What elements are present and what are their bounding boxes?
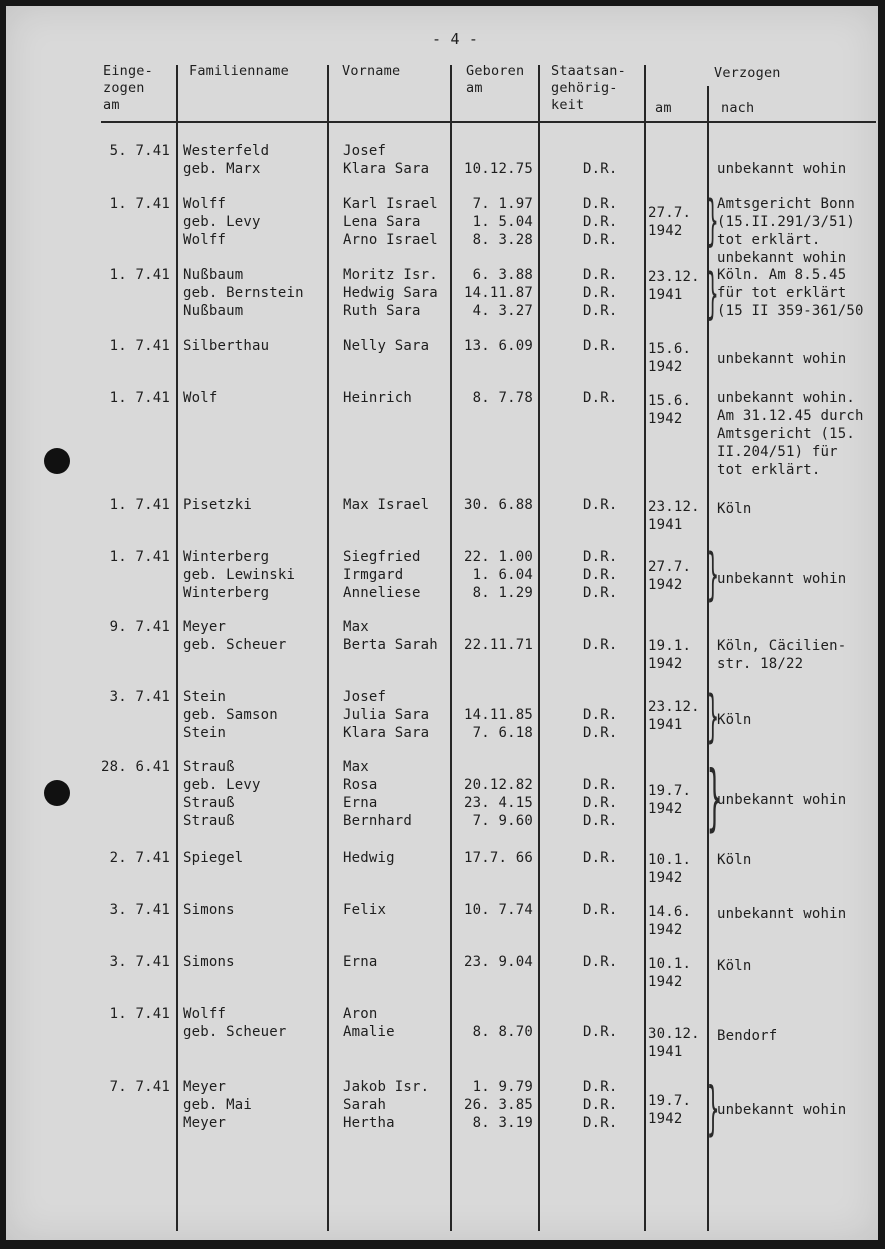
cell-am: 15.6. 1942 — [648, 341, 692, 375]
cell-vorname: Jakob Isr. Sarah Hertha — [343, 1079, 430, 1131]
cell-familienname: Strauß geb. Levy Strauß Strauß — [183, 759, 261, 829]
cell-am: 10.1. 1942 — [648, 956, 692, 990]
cell-familienname: Spiegel — [183, 850, 244, 866]
cell-am: 19.7. 1942 — [648, 1093, 692, 1127]
cell-staat: D.R. — [583, 390, 618, 406]
cell-familienname: Westerfeld geb. Marx — [183, 143, 270, 177]
bracket-mark: } — [707, 1074, 720, 1142]
cell-nach: unbekannt wohin — [717, 1102, 847, 1118]
cell-eingezogen: 3. 7.41 — [109, 689, 170, 705]
header-geboren: Geboren am — [466, 63, 525, 96]
cell-am: 19.7. 1942 — [648, 783, 692, 817]
cell-geboren: 1. 9.79 26. 3.85 8. 3.19 — [463, 1079, 533, 1131]
cell-familienname: Meyer geb. Mai Meyer — [183, 1079, 253, 1131]
cell-am: 23.12. 1941 — [648, 699, 700, 733]
cell-familienname: Stein geb. Samson Stein — [183, 689, 278, 741]
cell-staat: D.R. — [583, 954, 618, 970]
cell-familienname: Wolf — [183, 390, 218, 406]
cell-eingezogen: 28. 6.41 — [100, 759, 170, 775]
bracket-mark: } — [707, 262, 719, 325]
cell-vorname: Moritz Isr. Hedwig Sara Ruth Sara — [343, 267, 438, 319]
cell-am: 23.12. 1941 — [648, 269, 700, 303]
cell-eingezogen: 1. 7.41 — [109, 1006, 170, 1022]
cell-staat: D.R. D.R. — [583, 707, 618, 741]
column-rule-1 — [176, 65, 178, 1231]
bracket-mark: } — [707, 755, 723, 839]
cell-geboren: 17.7. 66 — [463, 850, 533, 866]
cell-vorname: Max Rosa Erna Bernhard — [343, 759, 413, 829]
cell-familienname: Silberthau — [183, 338, 270, 354]
cell-eingezogen: 3. 7.41 — [109, 954, 170, 970]
cell-vorname: Felix — [343, 902, 387, 918]
cell-staat: D.R. — [583, 338, 618, 354]
cell-geboren: 20.12.82 23. 4.15 7. 9.60 — [463, 777, 533, 829]
cell-staat: D.R. — [583, 637, 618, 653]
cell-eingezogen: 1. 7.41 — [109, 549, 170, 565]
cell-staat: D.R. D.R. D.R. — [583, 267, 618, 319]
bracket-mark: } — [707, 684, 719, 749]
header-vorname: Vorname — [342, 63, 401, 79]
cell-geboren: 14.11.85 7. 6.18 — [463, 707, 533, 741]
cell-am: 14.6. 1942 — [648, 904, 692, 938]
cell-staat: D.R. D.R. D.R. — [583, 549, 618, 601]
header-familienname: Familienname — [189, 63, 289, 79]
cell-eingezogen: 1. 7.41 — [109, 390, 170, 406]
cell-eingezogen: 7. 7.41 — [109, 1079, 170, 1095]
cell-familienname: Pisetzki — [183, 497, 253, 513]
cell-staat: D.R. D.R. D.R. — [583, 196, 618, 248]
cell-familienname: Wolff geb. Levy Wolff — [183, 196, 261, 248]
cell-nach: unbekannt wohin. Am 31.12.45 durch Amtsgericht (15. II.204/51) für tot erklärt. — [717, 390, 864, 478]
cell-staat: D.R. D.R. D.R. — [583, 1079, 618, 1131]
cell-geboren: 22.11.71 — [463, 637, 533, 653]
cell-staat: D.R. — [583, 902, 618, 918]
cell-vorname: Josef Klara Sara — [343, 143, 430, 177]
cell-geboren: 23. 9.04 — [463, 954, 533, 970]
cell-geboren: 10. 7.74 — [463, 902, 533, 918]
cell-nach: Köln — [717, 958, 752, 974]
cell-familienname: Winterberg geb. Lewinski Winterberg — [183, 549, 296, 601]
cell-nach: unbekannt wohin — [717, 161, 847, 177]
cell-eingezogen: 3. 7.41 — [109, 902, 170, 918]
cell-geboren: 10.12.75 — [463, 161, 533, 177]
cell-vorname: Josef Julia Sara Klara Sara — [343, 689, 430, 741]
cell-eingezogen: 2. 7.41 — [109, 850, 170, 866]
cell-staat: D.R. — [583, 850, 618, 866]
cell-eingezogen: 1. 7.41 — [109, 267, 170, 283]
cell-nach: unbekannt wohin — [717, 571, 847, 587]
cell-familienname: Simons — [183, 902, 235, 918]
cell-nach: Bendorf — [717, 1028, 778, 1044]
cell-eingezogen: 1. 7.41 — [109, 497, 170, 513]
column-rule-3 — [450, 65, 452, 1231]
cell-staat: D.R. — [583, 161, 618, 177]
cell-eingezogen: 1. 7.41 — [109, 338, 170, 354]
cell-vorname: Nelly Sara — [343, 338, 430, 354]
header-verzogen: Verzogen — [714, 65, 781, 81]
cell-geboren: 8. 7.78 — [472, 390, 533, 406]
cell-vorname: Erna — [343, 954, 378, 970]
column-rule-4 — [538, 65, 540, 1231]
cell-nach: unbekannt wohin — [717, 906, 847, 922]
header-verzogen-am: am — [655, 100, 672, 116]
cell-am: 10.1. 1942 — [648, 852, 692, 886]
cell-familienname: Meyer geb. Scheuer — [183, 619, 287, 653]
cell-eingezogen: 9. 7.41 — [109, 619, 170, 635]
cell-nach: Köln — [717, 501, 752, 517]
cell-vorname: Karl Israel Lena Sara Arno Israel — [343, 196, 438, 248]
cell-geboren: 6. 3.88 14.11.87 4. 3.27 — [463, 267, 533, 319]
cell-geboren: 13. 6.09 — [463, 338, 533, 354]
header-staatsangehoerigkeit: Staatsan- gehörig- keit — [551, 63, 626, 113]
cell-vorname: Siegfried Irmgard Anneliese — [343, 549, 421, 601]
cell-vorname: Aron Amalie — [343, 1006, 395, 1040]
cell-nach: unbekannt wohin — [717, 792, 847, 808]
cell-staat: D.R. — [583, 497, 618, 513]
cell-am: 23.12. 1941 — [648, 499, 700, 533]
cell-familienname: Nußbaum geb. Bernstein Nußbaum — [183, 267, 304, 319]
cell-nach: Köln — [717, 852, 752, 868]
column-rule-2 — [327, 65, 329, 1231]
cell-nach: Amtsgericht Bonn (15.II.291/3/51) tot erklärt. unbekannt wohin — [717, 196, 856, 266]
cell-eingezogen: 1. 7.41 — [109, 196, 170, 212]
cell-geboren: 30. 6.88 — [463, 497, 533, 513]
cell-am: 19.1. 1942 — [648, 638, 692, 672]
page-number: - 4 - — [432, 30, 479, 48]
cell-vorname: Heinrich — [343, 390, 413, 406]
column-rule-5 — [644, 65, 646, 1231]
cell-vorname: Max Berta Sarah — [343, 619, 438, 653]
cell-geboren: 7. 1.97 1. 5.04 8. 3.28 — [472, 196, 533, 248]
cell-familienname: Simons — [183, 954, 235, 970]
cell-nach: unbekannt wohin — [717, 351, 847, 367]
cell-nach: Köln — [717, 712, 752, 728]
cell-geboren: 22. 1.00 1. 6.04 8. 1.29 — [463, 549, 533, 601]
header-rule — [101, 121, 876, 123]
header-eingezogen: Einge- zogen am — [103, 63, 153, 113]
cell-am: 15.6. 1942 — [648, 393, 692, 427]
cell-vorname: Hedwig — [343, 850, 395, 866]
cell-staat: D.R. — [583, 1024, 618, 1040]
header-verzogen-nach: nach — [721, 100, 755, 116]
bracket-mark: } — [707, 189, 719, 252]
cell-geboren: 8. 8.70 — [472, 1024, 533, 1040]
column-rule-6 — [707, 86, 709, 1231]
cell-vorname: Max Israel — [343, 497, 430, 513]
bracket-mark: } — [707, 542, 719, 607]
cell-am: 27.7. 1942 — [648, 205, 692, 239]
cell-familienname: Wolff geb. Scheuer — [183, 1006, 287, 1040]
cell-nach: Köln, Cäcilien- str. 18/22 — [717, 638, 847, 672]
cell-am: 30.12. 1941 — [648, 1026, 700, 1060]
cell-am: 27.7. 1942 — [648, 559, 692, 593]
cell-nach: Köln. Am 8.5.45 für tot erklärt (15 II 359-361/50 — [717, 267, 864, 319]
cell-staat: D.R. D.R. D.R. — [583, 777, 618, 829]
cell-eingezogen: 5. 7.41 — [109, 143, 170, 159]
